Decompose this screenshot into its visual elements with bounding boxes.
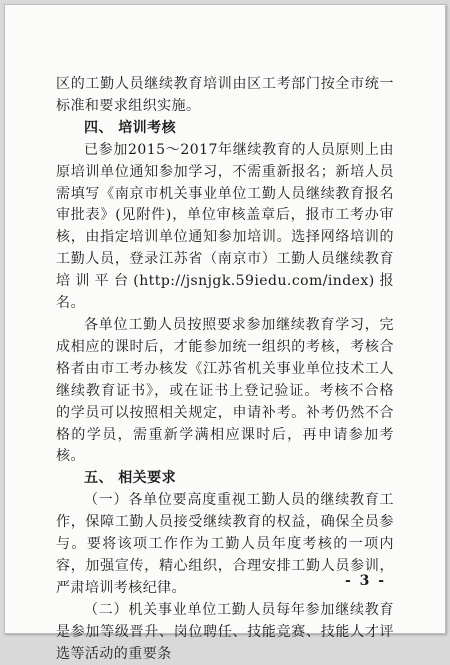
paragraph-requirement-1: （一）各单位要高度重视工勤人员的继续教育工作，保障工勤人员接受继续教育的权益，确保全员参与。要将该项工作作为工勤人员年度考核的一项内容，加强宣传，精心组织，合理安排工勤人员参训，严肃培训考核纪律。 [56, 492, 394, 596]
paragraph-exam: 各单位工勤人员按照要求参加继续教育学习，完成相应的课时后，才能参加统一组织的考核，考核合格者由市工考办核发《江苏省机关事业单位技术工人继续教育证书》，或在证书上登记验证。考核不合格的学员可以按照相关规定，申请补考。补考仍然不合格的学员，需重新学满相应课时后，再申请参加考核。 [56, 316, 394, 465]
page-number: - 3 - [345, 573, 387, 589]
paragraph-continued: 区的工勤人员继续教育培训由区工考部门按全市统一标准和要求组织实施。 [56, 76, 394, 114]
section-5-heading: 五、 相关要求 [84, 470, 177, 487]
section-4-heading: 四、 培训考核 [84, 119, 177, 136]
paragraph-requirement-2: （二）机关事业单位工勤人员每年参加继续教育是参加等级晋升、岗位聘任、技能竞赛、技能人才评选等活动的重要条 [56, 601, 394, 662]
paragraph-training-registration: 已参加2015～2017年继续教育的人员原则上由原培训单位通知参加学习，不需重新报名；新培人员需填写《南京市机关事业单位工勤人员继续教育报名审批表》(见附件)，单位审核盖章后，报市工考办审核，由指定培训单位通知参加培训。选择网络培训的工勤人员，登录江苏省（南京市）工勤人员继续教育培训平台(http://jsnjgk.59iedu.com/index)报名。 [56, 141, 394, 312]
document-body [56, 74, 394, 665]
document-page [4, 4, 446, 662]
